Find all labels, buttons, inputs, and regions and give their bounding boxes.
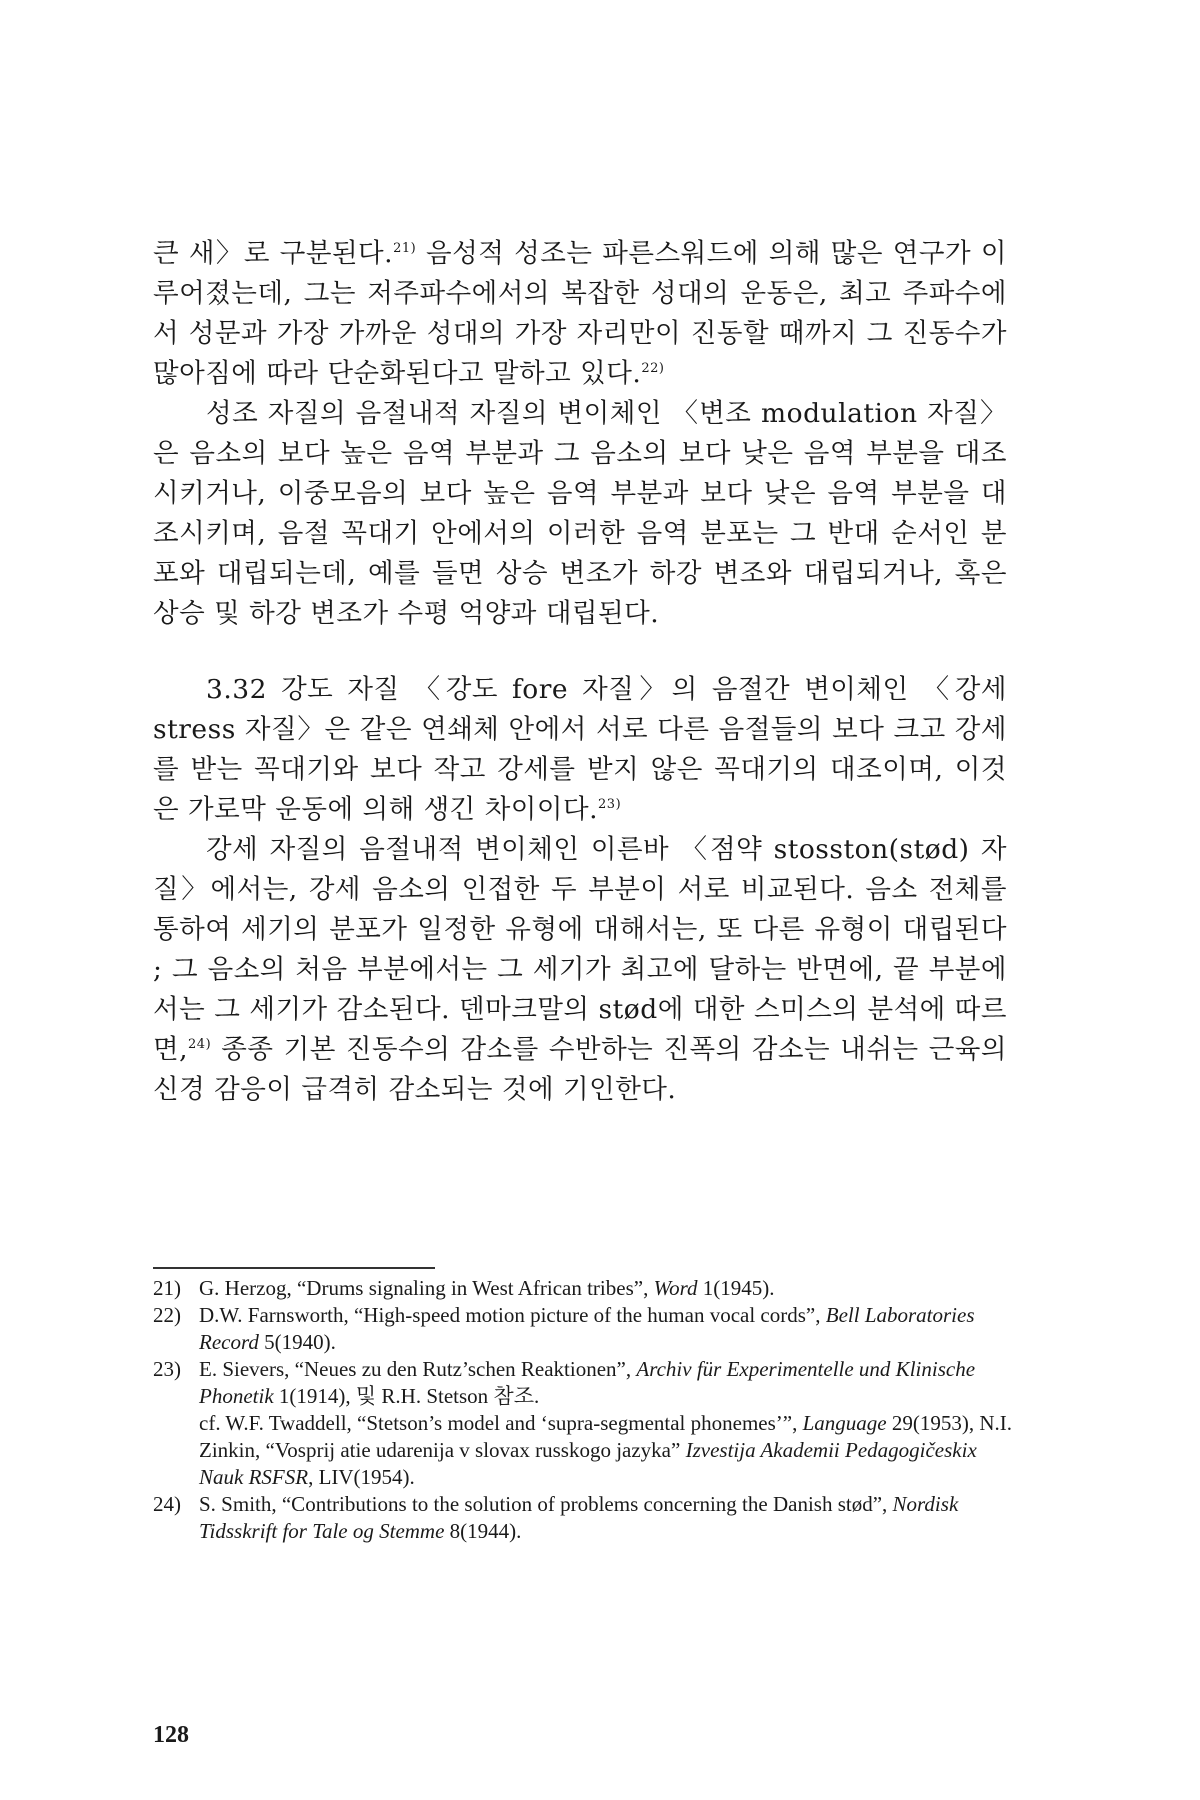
- footnote-citation: D.W. Farnsworth, “High-speed motion picture of the human vocal cords”,: [199, 1303, 826, 1327]
- paragraph-3-text: 3.32 강도 자질 〈강도 fore 자질〉의 음절간 변이체인 〈강세 stress 자질〉은 같은 연쇄체 안에서 서로 다른 음절들의 보다 크고 강세를 받는 꼭대기와 보다 작고 강세를 받지 않은 꼭대기의 대조이며, 이것은 가로막 운동에 의해 생긴 차이이다.: [153, 674, 1007, 825]
- page-number: 128: [153, 1722, 189, 1748]
- footnote-divider: [153, 1267, 435, 1269]
- footnote-source-title: Nordisk Tidsskrift for Tale og Stemme: [199, 1492, 959, 1543]
- footnote-ref-24: 24): [188, 1037, 212, 1053]
- body-text: [153, 234, 1007, 1110]
- footnote-text: [199, 1275, 1013, 1302]
- paragraph-1: [153, 234, 1007, 394]
- footnote-ref-23: 23): [598, 797, 622, 813]
- footnote-citation-end: 1(1945).: [697, 1276, 775, 1300]
- footnote-text: [199, 1491, 1013, 1545]
- footnote-citation: G. Herzog, “Drums signaling in West African tribes”,: [199, 1276, 654, 1300]
- footnote-citation-end: 8(1944).: [444, 1519, 522, 1543]
- paragraph-4-text-cont: 종종 기본 진동수의 감소를 수반하는 진폭의 감소는 내쉬는 근육의 신경 감응이 급격히 감소되는 것에 기인한다.: [153, 1034, 1007, 1105]
- footnote-22: [153, 1302, 1013, 1356]
- footnote-number: 23): [153, 1357, 181, 1381]
- footnote-number: 24): [153, 1492, 181, 1516]
- footnote-ref-22: 22): [641, 361, 665, 377]
- footnote-24: [153, 1491, 1013, 1545]
- footnote-source-title: Izvestija Akademii Pedagogičeskix Nauk RSFSR: [199, 1438, 977, 1489]
- footnote-21: [153, 1275, 1013, 1302]
- footnote-source-title: Language: [802, 1411, 887, 1435]
- footnote-23: [153, 1356, 1013, 1491]
- paragraph-4: [153, 830, 1007, 1110]
- footnote-citation-end: , LIV(1954).: [308, 1465, 415, 1489]
- footnote-citation: 29(1953), N.I. Zinkin, “Vosprij atie udarenija v slovax russkogo jazyka”: [199, 1411, 1012, 1462]
- paragraph-2: 성조 자질의 음절내적 자질의 변이체인 〈변조 modulation 자질〉은 음소의 보다 높은 음역 부분과 그 음소의 보다 낮은 음역 부분을 대조시키거나, 이중모음의 보다 높은 음역 부분과 보다 낮은 음역 부분을 대조시키며, 음절 꼭대기 안에서의 이러한 음역 분포는 그 반대 순서인 분포와 대립되는데, 예를 들면 상승 변조가 하강 변조와 대립되거나, 혹은 상승 및 하강 변조가 수평 억양과 대립된다.: [153, 398, 1007, 629]
- footnote-text: [199, 1302, 1013, 1356]
- footnote-citation-end: 1(1914), 및 R.H. Stetson 참조.: [273, 1384, 540, 1408]
- paragraph-4-text: 강세 자질의 음절내적 변이체인 이른바 〈점약 stosston(stød) 자질〉에서는, 강세 음소의 인접한 두 부분이 서로 비교된다. 음소 전체를 통하여 세기의 분포가 일정한 유형에 대해서는, 또 다른 유형이 대립된다 ; 그 음소의 처음 부분에서는 그 세기가 최고에 달하는 반면에, 끝 부분에서는 그 세기가 감소된다. 덴마크말의 stød에 대한 스미스의 분석에 따르면,: [153, 834, 1007, 1065]
- paragraph-1-text-cont: 음성적 성조는 파른스워드에 의해 많은 연구가 이루어졌는데, 그는 저주파수에서의 복잡한 성대의 운동은, 최고 주파수에서 성문과 가장 가까운 성대의 가장 자리만이 진동할 때까지 그 진동수가 많아짐에 따라 단순화된다고 말하고 있다.: [153, 238, 1007, 389]
- footnote-citation-end: 5(1940).: [258, 1330, 336, 1354]
- footnotes: [153, 1275, 1013, 1545]
- footnote-number: 21): [153, 1276, 181, 1300]
- footnote-source-title: Bell Laboratories Record: [199, 1303, 975, 1354]
- footnote-citation: S. Smith, “Contributions to the solution of problems concerning the Danish stød”,: [199, 1492, 893, 1516]
- footnote-source-title: Archiv für Experimentelle und Klinische Phonetik: [199, 1357, 976, 1408]
- footnote-citation: E. Sievers, “Neues zu den Rutz’schen Reaktionen”,: [199, 1357, 637, 1381]
- footnote-source-title: Word: [653, 1276, 698, 1300]
- footnote-cf-citation: cf. W.F. Twaddell, “Stetson’s model and ‘supra-segmental phonemes’”,: [199, 1411, 803, 1435]
- footnote-number: 22): [153, 1303, 181, 1327]
- footnote-ref-21: 21): [393, 241, 417, 257]
- footnote-text: [199, 1356, 1013, 1491]
- paragraph-3: [153, 670, 1007, 830]
- paragraph-1-text: 큰 새〉로 구분된다.: [153, 238, 394, 269]
